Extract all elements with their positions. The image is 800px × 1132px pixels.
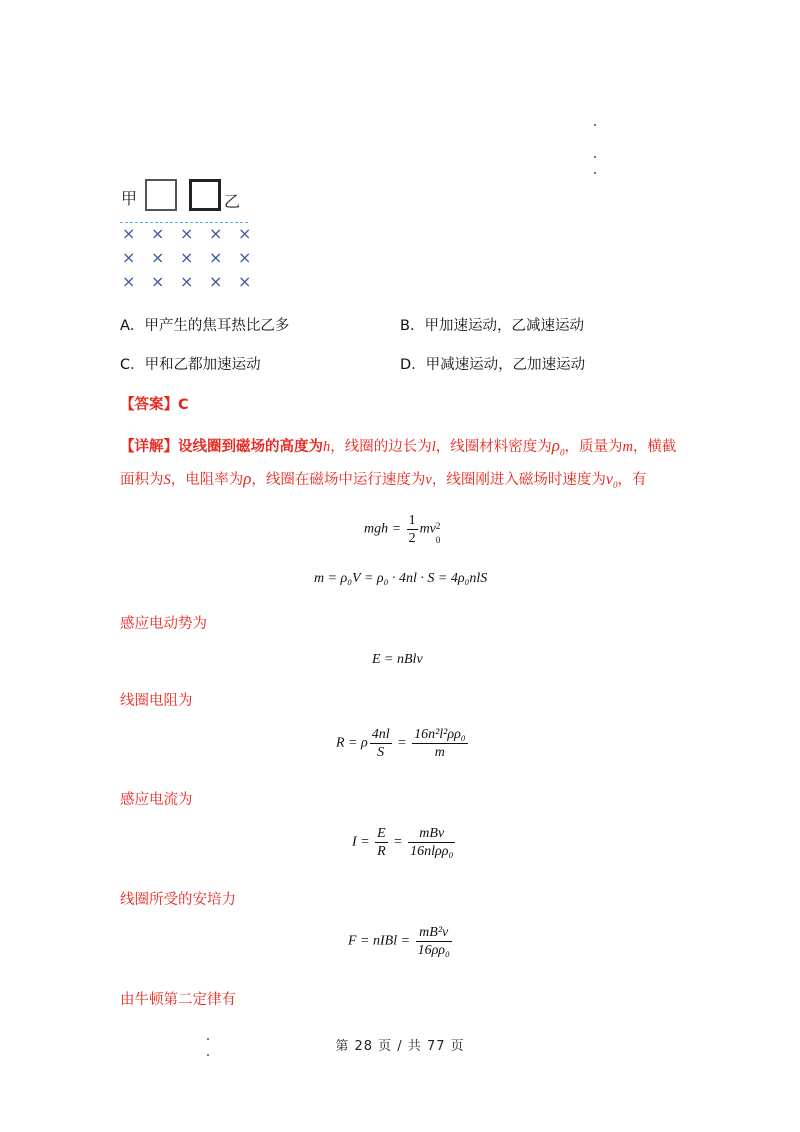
field-cross-mark: × <box>122 272 136 291</box>
detail-text: ，电阻率为 <box>170 472 244 488</box>
field-cross-mark: × <box>238 224 252 243</box>
equation-emf: E = nBlv <box>372 652 423 667</box>
detail-text: ，线圈刚进入磁场时速度为 <box>431 472 606 488</box>
field-cross-mark: × <box>180 224 194 243</box>
eq-left: mgh = <box>364 521 402 537</box>
heading-current: 感应电流为 <box>120 792 193 808</box>
var-h: h <box>323 439 331 455</box>
option-d: D．甲减速运动，乙加速运动 <box>400 357 586 373</box>
fraction-denominator: S <box>377 745 385 760</box>
superscript: 2 <box>435 520 441 531</box>
equation-resistance <box>336 726 470 761</box>
field-cross-mark: × <box>122 248 136 267</box>
eq-left: I = <box>352 834 370 850</box>
stray-dot <box>594 124 596 126</box>
fraction <box>408 825 455 860</box>
field-boundary-line <box>120 222 248 223</box>
field-cross-mark: × <box>151 272 165 291</box>
var-v0 <box>605 471 618 491</box>
option-c: C．甲和乙都加速运动 <box>120 357 261 373</box>
fraction-numerator: 16n²l²ρρ₀ <box>414 727 466 742</box>
eq-right: mv <box>419 521 436 537</box>
equation-energy <box>364 512 444 547</box>
field-cross-mark: × <box>180 272 194 291</box>
heading-resistance: 线圈电阻为 <box>120 693 193 709</box>
eq-left: R = ρ <box>336 735 368 751</box>
option-a: A．甲产生的焦耳热比乙多 <box>120 318 290 334</box>
field-cross-mark: × <box>180 248 194 267</box>
page-footer: 第 28 页 / 共 77 页 <box>335 1039 465 1054</box>
fraction-half <box>407 512 418 547</box>
option-b: B．甲加速运动，乙减速运动 <box>400 318 584 334</box>
detail-text: ，线圈材料密度为 <box>435 439 552 455</box>
coil-yi <box>189 179 221 211</box>
subscript: 0 <box>435 534 441 545</box>
answer: 【答案】C <box>120 397 189 413</box>
field-cross-mark: × <box>209 248 223 267</box>
field-cross-mark: × <box>238 248 252 267</box>
fraction-numerator: mB²v <box>416 924 452 942</box>
field-cross-mark: × <box>122 224 136 243</box>
detail-line-1 <box>120 435 676 457</box>
fraction-denominator: R <box>377 844 386 859</box>
fraction-denominator: 16ρρ₀ <box>417 943 450 958</box>
var-rho: ρ <box>243 469 252 488</box>
fraction <box>416 924 452 959</box>
stray-dot <box>594 172 596 174</box>
equals-sign: = <box>397 735 407 751</box>
var-v: v <box>425 472 432 488</box>
v-subscript: 0 <box>612 480 618 491</box>
fraction <box>412 726 468 761</box>
field-cross-mark: × <box>209 224 223 243</box>
fraction-denominator: 16nlρρ₀ <box>410 844 454 859</box>
stray-dot <box>594 156 596 158</box>
detail-text: 【详解】设线圈到磁场的高度为 <box>120 439 323 455</box>
detail-text: 面积为 <box>120 472 164 488</box>
heading-emf: 感应电动势为 <box>120 616 207 632</box>
var-rho0 <box>551 436 565 458</box>
fraction-numerator: E <box>377 826 386 841</box>
var-l: l <box>431 439 436 455</box>
fraction <box>370 726 392 761</box>
detail-text: ，有 <box>617 472 647 488</box>
var-S: S <box>163 472 171 488</box>
stray-dot <box>207 1054 209 1056</box>
v-symbol: v <box>605 471 613 488</box>
field-cross-mark: × <box>151 248 165 267</box>
field-cross-mark: × <box>209 272 223 291</box>
rho-subscript: 0 <box>559 447 565 458</box>
field-cross-mark: × <box>238 272 252 291</box>
rho-symbol: ρ <box>551 436 560 455</box>
fraction-numerator: 4nl <box>371 727 390 742</box>
detail-text: ，质量为 <box>564 439 623 455</box>
equation-current <box>352 825 457 860</box>
field-cross-mark: × <box>151 224 165 243</box>
detail-text: ，线圈的边长为 <box>330 439 432 455</box>
detail-text: ，线圈在磁场中运行速度为 <box>251 472 426 488</box>
equation-mass: m = ρ₀V = ρ₀ · 4nl · S = 4ρ₀nlS <box>314 571 488 586</box>
eq-left: F = nIBl = <box>348 933 411 949</box>
coil-jia <box>145 179 177 211</box>
fraction-numerator: mBv <box>408 825 455 843</box>
heading-force: 线圈所受的安培力 <box>120 892 236 908</box>
fraction-denominator: 2 <box>408 531 416 546</box>
fraction-denominator: m <box>434 745 445 760</box>
equation-force <box>348 924 454 959</box>
label-yi: 乙 <box>224 192 241 211</box>
label-jia: 甲 <box>121 189 138 208</box>
var-m: m <box>622 439 633 455</box>
fraction-numerator: 1 <box>408 513 416 528</box>
detail-text: ，横截 <box>632 439 677 455</box>
heading-newton: 由牛顿第二定律有 <box>120 992 236 1008</box>
equals-sign: = <box>393 834 403 850</box>
fraction <box>375 825 388 860</box>
detail-line-2 <box>120 468 646 490</box>
